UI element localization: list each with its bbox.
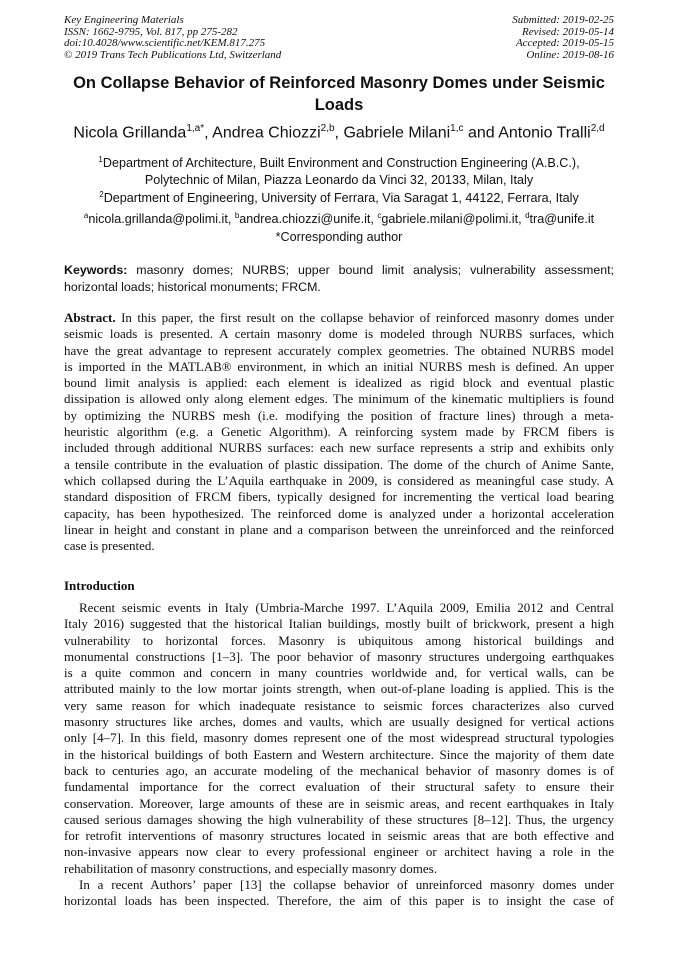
- author-affiliation-marker: 2,d: [590, 123, 605, 134]
- text-line: [64, 812, 614, 828]
- line-text: in the historical buildings of both Eastern and Western architecture. Since the majority of them date: [64, 746, 614, 762]
- line-text: is a quite common and concern in many countries worldwide and, for vertical walls, can be: [64, 665, 614, 681]
- line-text: by optimizing the NURBS mesh (i.e. modifying the position of fracture lines) through a meta-: [64, 407, 614, 423]
- email-separator: ,: [227, 212, 235, 227]
- affiliation-2: [40, 186, 638, 207]
- affiliation-1: [40, 151, 638, 189]
- text-line: [64, 844, 614, 860]
- header-line: Key Engineering Materials: [64, 14, 184, 26]
- line-text: standard disposition of FRCM fibers, typically designed for incrementing the vertical load bearing: [64, 489, 614, 505]
- author-separator: and: [463, 124, 499, 142]
- header-line: Submitted: 2019-02-25: [512, 14, 614, 26]
- line-text: horizontal loads; historical monuments; FRCM.: [64, 280, 321, 294]
- author-name: Nicola Grillanda: [73, 124, 187, 142]
- corresponding-author-note: *Corresponding author: [275, 230, 403, 244]
- text-line: [64, 343, 614, 359]
- line-text: case is presented.: [64, 538, 155, 554]
- paragraph: [64, 600, 614, 877]
- abstract: [64, 310, 614, 554]
- line-text: Recent seismic events in Italy (Umbria-Marche 1997. L’Aquila 2009, Emilia 2012 and Central: [79, 600, 614, 615]
- keywords-label: Keywords:: [64, 263, 128, 277]
- line-text: linear in height and constant in plane and a comparison between the unreinforced and the reinforced: [64, 521, 614, 537]
- affiliation-text: Department of Architecture, Built Environment and Construction Engineering (A.B.C.),: [102, 156, 580, 171]
- line-text: masonry structures like arches, domes and vaults, which are usually designed for vertical actions: [64, 714, 614, 730]
- author-email: gabriele.milani@polimi.it: [381, 212, 519, 227]
- author-list: [40, 123, 638, 142]
- line-text: non-invasive appears now clear to every professional engineer or architect having a role in the: [64, 844, 614, 860]
- line-text: caused serious damages showing the high vulnerability of these structures [8–12]. Thus, the urgency: [64, 811, 614, 827]
- text-line: [64, 747, 614, 763]
- affiliation-text: Department of Engineering, University of Ferrara, Via Saragat 1, 44122, Ferrara, Italy: [103, 191, 579, 206]
- text-line: [64, 828, 614, 844]
- title-line: On Collapse Behavior of Reinforced Masonry Domes under Seismic: [73, 74, 605, 92]
- keywords: [64, 262, 614, 296]
- text-line: [64, 698, 614, 714]
- line-text: Italy 2016) suggested that the historical Italian buildings, mostly built of brickwork, present a high: [64, 616, 614, 632]
- author-separator: ,: [204, 124, 213, 142]
- text-line: [64, 408, 614, 424]
- text-line: [64, 375, 614, 391]
- text-line: [64, 861, 614, 877]
- text-line: [64, 473, 614, 489]
- line-text: heuristic algorithm (e.g. a Genetic Algorithm). A reinforcing system made by FRCM fibers is: [64, 424, 614, 440]
- submission-dates: [512, 15, 614, 61]
- header-line: doi:10.4028/www.scientific.net/KEM.817.275: [64, 37, 266, 50]
- author-email: tra@unife.it: [529, 212, 595, 227]
- text-line: [64, 522, 614, 538]
- text-line: [64, 763, 614, 779]
- line-text: rehabilitation of masonry constructions, and especially masonry domes.: [64, 860, 437, 876]
- text-line: [64, 440, 614, 456]
- line-text: very same reason for which inadequate resistance to seismic forces characterizes also curved: [64, 697, 614, 713]
- affiliation-marker: 2: [99, 190, 104, 199]
- affiliation-marker: 1: [98, 155, 103, 164]
- title-line: Loads: [314, 96, 364, 114]
- text-line: [64, 326, 614, 342]
- author-name: Andrea Chiozzi: [212, 124, 321, 142]
- author-name: Gabriele Milani: [343, 124, 451, 142]
- affiliation-text: Polytechnic of Milan, Piazza Leonardo da Vinci 32, 20133, Milan, Italy: [144, 173, 534, 188]
- header-line: ISSN: 1662-9795, Vol. 817, pp 275-282: [64, 25, 238, 38]
- paper-title: [64, 72, 614, 116]
- line-text: bound limit analysis is applied: each element is idealized as rigid block and eventual plastic: [64, 375, 614, 391]
- author-affiliation-marker: 1,c: [450, 123, 464, 134]
- text-line: [64, 506, 614, 522]
- line-text: capacity, has been hypothesized. The reinforced dome is analyzed under a horizontal acceleration: [64, 505, 614, 521]
- line-text: have the great advantage to represent accurately complex geometries. The obtained NURBS model: [64, 342, 614, 358]
- abstract-label: Abstract.: [64, 310, 116, 325]
- text-line: [64, 489, 614, 505]
- line-text: vulnerability to horizontal forces. Masonry is ubiquitous among historical buildings and: [64, 632, 614, 648]
- header-line: Online: 2019-08-16: [526, 48, 614, 61]
- header-line: © 2019 Trans Tech Publications Ltd, Switzerland: [64, 48, 282, 61]
- journal-info: [64, 15, 281, 61]
- text-line: [64, 359, 614, 375]
- author-emails: [40, 207, 638, 228]
- email-marker: a: [83, 211, 89, 220]
- line-text: only [4–7]. In this field, masonry domes represent one of the most widespread structural typologies: [64, 730, 614, 746]
- line-text: In a recent Authors’ paper [13] the collapse behavior of unreinforced masonry domes under: [79, 877, 614, 893]
- line-text: masonry domes; NURBS; upper bound limit analysis; vulnerability assessment;: [127, 263, 614, 277]
- line-text: attributed mainly to the low mortar joints strength, when out-of-plane loading is applied. This is the: [64, 681, 614, 697]
- text-line: [64, 391, 614, 407]
- text-line: [64, 796, 614, 812]
- author-affiliation-marker: 2,b: [320, 123, 335, 134]
- line-text: is imported in the MATLAB® environment, in which an initial NURBS mesh is defined. An upper: [64, 358, 614, 374]
- author-name: Antonio Tralli: [498, 124, 591, 142]
- line-text: which collapsed during the L’Aquila earthquake in 2009, is considered as meaningful case study. A: [64, 472, 614, 488]
- text-line: [64, 600, 614, 616]
- text-line: [64, 279, 614, 296]
- text-line: [64, 779, 614, 795]
- text-line: [64, 262, 614, 279]
- author-email: nicola.grillanda@polimi.it: [88, 212, 228, 227]
- text-line: [64, 665, 614, 681]
- email-marker: d: [525, 211, 530, 220]
- line-text: a tensile contribute in the evaluation of plastic dissipation. The dome of the church of Anime Sante,: [64, 456, 614, 472]
- line-text: seismic loads is presented. A certain masonry dome is modeled through NURBS surfaces, which: [64, 326, 614, 342]
- text-line: [64, 714, 614, 730]
- email-marker: c: [377, 211, 382, 220]
- email-marker: b: [234, 211, 240, 220]
- line-text: included through additional NURBS surfaces: each new surface represents a strip and exhibits only: [64, 440, 614, 456]
- email-separator: ,: [370, 212, 378, 227]
- line-text: monumental constructions [1–3]. The poor behavior of masonry structures undergoing earthquakes: [64, 648, 614, 664]
- text-line: [64, 681, 614, 697]
- text-line: [64, 893, 614, 909]
- email-separator: ,: [518, 212, 526, 227]
- text-line: [64, 649, 614, 665]
- section-heading-introduction: Introduction: [64, 578, 135, 593]
- line-text: conservation. Moreover, large amounts of these are in seismic areas, and recent earthquakes in Italy: [64, 795, 614, 811]
- line-text: back to centuries ago, an accurate modeling of the mechanical behavior of masonry domes is of: [64, 762, 614, 778]
- author-separator: ,: [334, 124, 344, 142]
- introduction-body: [64, 600, 614, 910]
- text-line: [64, 310, 614, 326]
- header-line: Accepted: 2019-05-15: [515, 37, 614, 50]
- line-text: for retrofit interventions of masonry structures located in seismic areas that are both effective and: [64, 828, 614, 844]
- line-text: horizontal loads has been inspected. Therefore, the aim of this paper is to insight the case of: [64, 893, 614, 909]
- text-line: [64, 538, 614, 554]
- text-line: [64, 730, 614, 746]
- text-line: [64, 633, 614, 649]
- text-line: [64, 877, 614, 893]
- line-text: dissipation is allowed only along element edges. The minimum of the kinematic multipliers is found: [64, 391, 614, 407]
- header-line: Revised: 2019-05-14: [522, 25, 614, 38]
- line-text: fundamental importance for the correct evaluation of their structural safety to ensure their: [64, 779, 614, 795]
- author-affiliation-marker: 1,a*: [186, 123, 205, 134]
- paragraph: [64, 877, 614, 910]
- author-email: andrea.chiozzi@unife.it: [239, 212, 371, 227]
- line-text: In this paper, the first result on the collapse behavior of reinforced masonry domes under: [115, 310, 614, 325]
- text-line: [64, 424, 614, 440]
- text-line: [64, 616, 614, 632]
- text-line: [64, 457, 614, 473]
